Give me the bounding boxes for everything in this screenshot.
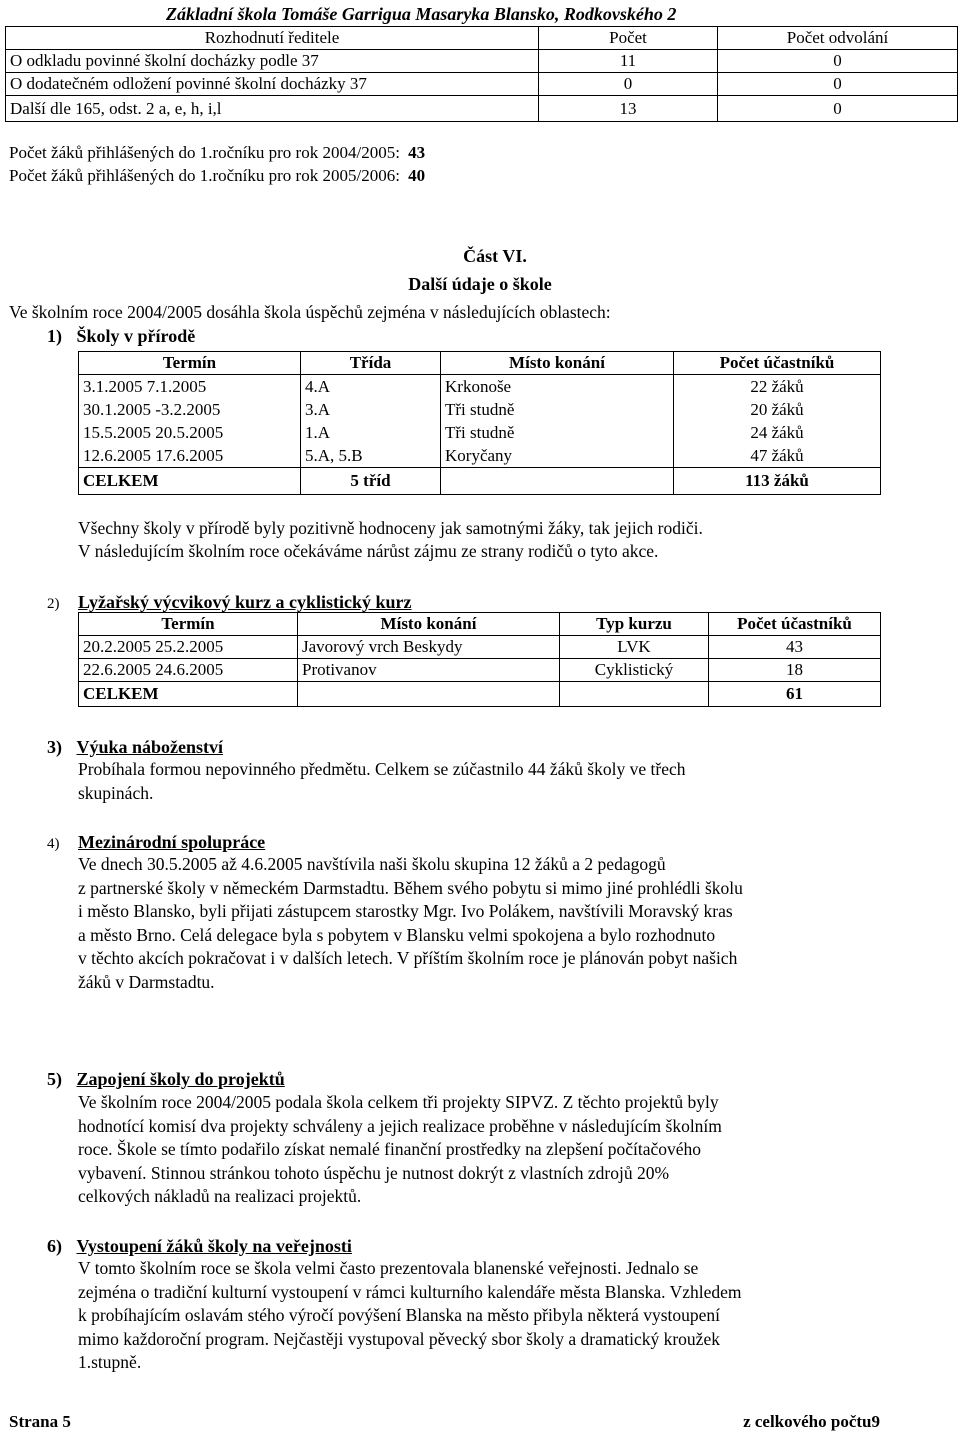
section-heading bbox=[47, 737, 223, 758]
table-header-cell: Počet účastníků bbox=[709, 613, 881, 636]
table-cell: CELKEM bbox=[79, 468, 301, 495]
table-cell bbox=[560, 682, 709, 707]
enrollment-label: Počet žáků přihlášených do 1.ročníku pro rok 2005/2006: bbox=[9, 166, 400, 185]
text-line: i město Blansko, byli přijati zástupcem starostky Mgr. Ivo Polákem, navštívili Moravský kras bbox=[78, 901, 733, 921]
table-cell: 13 bbox=[539, 96, 718, 122]
table-cell: Tři studně bbox=[441, 421, 674, 444]
section-heading bbox=[47, 832, 265, 853]
text-line: a město Brno. Celá delegace byla s pobytem v Blansku velmi spokojena a bylo rozhodnuto bbox=[78, 924, 716, 945]
table-header-cell: Typ kurzu bbox=[560, 613, 709, 636]
text-line: roce. Škole se tímto podařilo získat nemalé finanční prostředky na zlepšení počítačového bbox=[78, 1139, 701, 1159]
table-total-row bbox=[79, 682, 881, 707]
table-header-cell: Počet účastníků bbox=[674, 352, 881, 375]
table-header-row bbox=[79, 613, 881, 636]
table-row bbox=[79, 398, 881, 421]
table-cell bbox=[298, 682, 560, 707]
section-body bbox=[78, 1091, 722, 1209]
section-title: Školy v přírodě bbox=[76, 326, 196, 346]
table-cell: 61 bbox=[709, 682, 881, 707]
table-cell: 43 bbox=[709, 636, 881, 659]
text-line: k probíhajícím oslavám stého výročí povýšení Blanska na město přibyla některá vystoupení bbox=[78, 1305, 721, 1325]
table-row bbox=[79, 636, 881, 659]
section-title: Zapojení školy do projektů bbox=[76, 1069, 285, 1089]
table-header-cell: Termín bbox=[79, 352, 301, 375]
section-number: 6) bbox=[47, 1236, 62, 1256]
section-number: 2) bbox=[47, 596, 60, 612]
table-row bbox=[6, 50, 958, 73]
text-line: Ve dnech 30.5.2005 až 4.6.2005 navštívila naši školu skupina 12 žáků a 2 pedagogů bbox=[78, 854, 666, 874]
part-title: Část VI. bbox=[463, 246, 527, 266]
text-line: vybavení. Stinnou stránkou tohoto úspěchu je nutnost dokrýt z vlastních zdrojů 20% bbox=[78, 1162, 670, 1183]
section-heading bbox=[47, 1236, 352, 1257]
text-line: mimo každoroční program. Nejčastěji vystupoval pěvecký sbor školy a dramatický kroužek bbox=[78, 1328, 720, 1349]
table-cell: 22 žáků bbox=[674, 375, 881, 399]
table-header-row bbox=[6, 27, 958, 50]
text-line: žáků v Darmstadtu. bbox=[78, 971, 215, 992]
table-cell: 22.6.2005 24.6.2005 bbox=[79, 659, 298, 682]
table-header-cell: Počet bbox=[539, 27, 718, 50]
table-cell: 30.1.2005 -3.2.2005 bbox=[79, 398, 301, 421]
table-cell: 3.1.2005 7.1.2005 bbox=[79, 375, 301, 399]
table-row bbox=[79, 421, 881, 444]
part-subtitle: Další údaje o škole bbox=[408, 274, 552, 294]
section-heading bbox=[47, 1069, 285, 1090]
footer-page-number: Strana 5 bbox=[9, 1412, 71, 1431]
section-number: 1) bbox=[47, 326, 62, 346]
section-body bbox=[78, 758, 685, 805]
table-header-cell: Místo konání bbox=[298, 613, 560, 636]
section-number: 3) bbox=[47, 737, 62, 757]
text-line: Ve školním roce 2004/2005 podala škola celkem tři projekty SIPVZ. Z těchto projektů byly bbox=[78, 1092, 719, 1112]
table-cell: 0 bbox=[718, 96, 958, 122]
text-line: v těchto akcích pokračovat i v dalších letech. V příštím školním roce je plánován pobyt našich bbox=[78, 948, 738, 968]
table-cell: 24 žáků bbox=[674, 421, 881, 444]
intro-text: Ve školním roce 2004/2005 dosáhla škola úspěchů zejména v následujících oblastech: bbox=[9, 302, 611, 322]
section-heading bbox=[47, 326, 195, 347]
table-cell: 0 bbox=[718, 73, 958, 96]
table-header-cell: Termín bbox=[79, 613, 298, 636]
table-cell: 20.2.2005 25.2.2005 bbox=[79, 636, 298, 659]
enrollment-value: 43 bbox=[408, 143, 426, 162]
decisions-table bbox=[5, 26, 958, 122]
table-row bbox=[79, 659, 881, 682]
section-number: 5) bbox=[47, 1069, 62, 1089]
enrollment-line bbox=[9, 166, 425, 186]
note-line: V následujícím školním roce očekáváme nárůst zájmu ze strany rodičů o tyto akce. bbox=[78, 541, 659, 561]
text-line: hodnotící komisí dva projekty schváleny a jejich realizace proběhne v následujícím školním bbox=[78, 1115, 722, 1136]
section-number: 4) bbox=[47, 836, 60, 852]
table-header-row bbox=[79, 352, 881, 375]
table-cell: Protivanov bbox=[298, 659, 560, 682]
table-cell: 5 tříd bbox=[301, 468, 441, 495]
table-cell: 12.6.2005 17.6.2005 bbox=[79, 444, 301, 468]
enrollment-value: 40 bbox=[408, 166, 426, 185]
table-cell: 15.5.2005 20.5.2005 bbox=[79, 421, 301, 444]
section-title: Vystoupení žáků školy na veřejnosti bbox=[76, 1236, 352, 1256]
table-cell: 18 bbox=[709, 659, 881, 682]
table-cell: LVK bbox=[560, 636, 709, 659]
enrollment-label: Počet žáků přihlášených do 1.ročníku pro rok 2004/2005: bbox=[9, 143, 400, 162]
table-cell bbox=[441, 468, 674, 495]
enrollment-line bbox=[9, 143, 425, 163]
table-cell: 113 žáků bbox=[674, 468, 881, 495]
section-title: Mezinárodní spolupráce bbox=[78, 832, 266, 852]
courses-table bbox=[78, 612, 881, 707]
table-cell: 4.A bbox=[301, 375, 441, 399]
table-cell: 0 bbox=[718, 50, 958, 73]
table-row bbox=[6, 73, 958, 96]
text-line: skupinách. bbox=[78, 782, 154, 803]
table-header-cell: Počet odvolání bbox=[718, 27, 958, 50]
table-cell: 3.A bbox=[301, 398, 441, 421]
table-cell: 11 bbox=[539, 50, 718, 73]
section-body bbox=[78, 853, 743, 994]
table-cell: 1.A bbox=[301, 421, 441, 444]
table-cell: 20 žáků bbox=[674, 398, 881, 421]
nature-school-table bbox=[78, 351, 881, 495]
text-line: Probíhala formou nepovinného předmětu. Celkem se zúčastnilo 44 žáků školy ve třech bbox=[78, 759, 686, 779]
table-total-row bbox=[79, 468, 881, 495]
table-cell: Tři studně bbox=[441, 398, 674, 421]
table-header-cell: Místo konání bbox=[441, 352, 674, 375]
table-cell: 0 bbox=[539, 73, 718, 96]
table-cell: O odkladu povinné školní docházky podle 37 bbox=[6, 50, 539, 73]
note-line: Všechny školy v přírodě byly pozitivně hodnoceny jak samotnými žáky, tak jejich rodiči. bbox=[78, 518, 703, 538]
table-cell: Krkonoše bbox=[441, 375, 674, 399]
table-row bbox=[79, 375, 881, 399]
section-heading bbox=[47, 592, 412, 613]
table-cell: Další dle 165, odst. 2 a, e, h, i,l bbox=[6, 96, 539, 122]
section-title: Lyžařský výcvikový kurz a cyklistický kurz bbox=[78, 592, 412, 612]
section-body bbox=[78, 1257, 742, 1375]
school-header: Základní škola Tomáše Garrigua Masaryka Blansko, Rodkovského 2 bbox=[166, 4, 677, 24]
table-cell: 47 žáků bbox=[674, 444, 881, 468]
table-header-cell: Třída bbox=[301, 352, 441, 375]
text-line: zejména o tradiční kulturní vystoupení v rámci kulturního kalendáře města Blanska. Vzhledem bbox=[78, 1281, 742, 1302]
table-cell: 5.A, 5.B bbox=[301, 444, 441, 468]
text-line: V tomto školním roce se škola velmi často prezentovala blanenské veřejnosti. Jednalo se bbox=[78, 1258, 699, 1278]
text-line: z partnerské školy v německém Darmstadtu. Během svého pobytu si mimo jiné prohlédli školu bbox=[78, 877, 743, 898]
text-line: celkových nákladů na realizaci projektů. bbox=[78, 1186, 362, 1206]
table-cell: Cyklistický bbox=[560, 659, 709, 682]
table-header-cell: Rozhodnutí ředitele bbox=[6, 27, 539, 50]
table-cell: O dodatečném odložení povinné školní docházky 37 bbox=[6, 73, 539, 96]
table-cell: CELKEM bbox=[79, 682, 298, 707]
section-title: Výuka náboženství bbox=[76, 737, 224, 757]
table-cell: Koryčany bbox=[441, 444, 674, 468]
text-line: 1.stupně. bbox=[78, 1352, 142, 1372]
table-cell: Javorový vrch Beskydy bbox=[298, 636, 560, 659]
footer-total-pages: z celkového počtu9 bbox=[743, 1412, 880, 1431]
table-row bbox=[6, 96, 958, 122]
table-row bbox=[79, 444, 881, 468]
